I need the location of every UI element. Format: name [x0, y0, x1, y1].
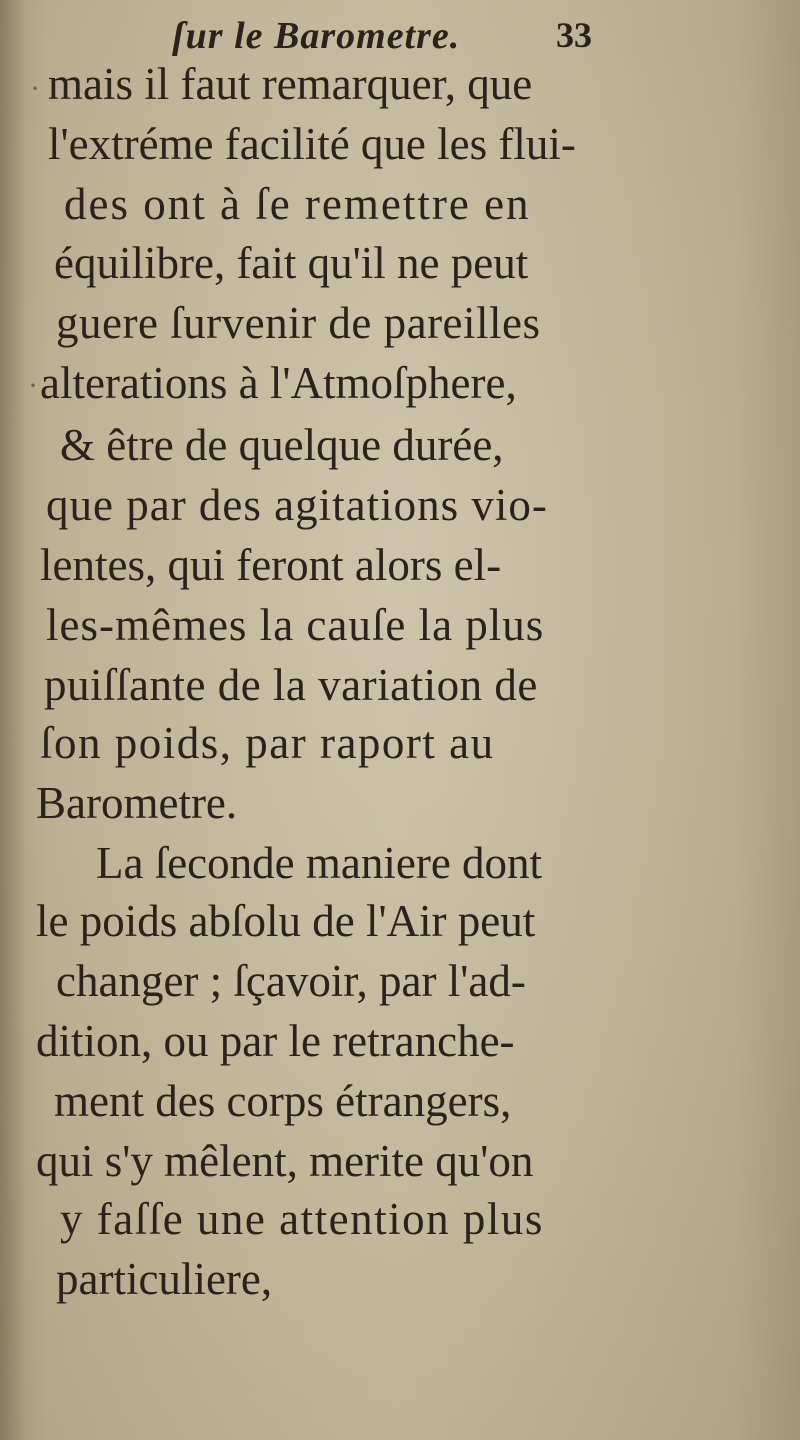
text-line: ſon poids, par raport au [40, 718, 495, 768]
text-line: des ont à ſe remettre en [64, 179, 531, 229]
text-line: guere ſurvenir de pareilles [56, 298, 541, 348]
text-line: particuliere, [56, 1254, 273, 1304]
text-line: La ſeconde maniere dont [96, 838, 543, 888]
text-line: dition, ou par le retranche- [36, 1016, 515, 1066]
text-line: mais il faut remarquer, que [48, 59, 533, 109]
text-line: changer ; ſçavoir, par l'ad- [56, 956, 526, 1006]
text-line: qui s'y mêlent, merite qu'on [36, 1136, 534, 1186]
text-line: le poids abſolu de l'Air peut [36, 896, 536, 946]
text-line: y faſſe une attention plus [60, 1194, 544, 1244]
margin-mark: · [30, 72, 40, 105]
text-line: Barometre. [36, 778, 238, 828]
running-head-title: ſur le Barometre. [172, 15, 461, 57]
text-line: & être de quelque durée, [60, 420, 504, 470]
page-number: 33 [556, 15, 592, 55]
text-line: alterations à l'Atmoſphere, [40, 358, 517, 408]
text-line: les-mêmes la cauſe la plus [46, 600, 545, 650]
margin-mark: · [28, 369, 38, 402]
text-line: équilibre, fait qu'il ne peut [54, 238, 529, 288]
text-line: puiſſante de la variation de [44, 660, 538, 710]
text-line: que par des agitations vio- [46, 480, 548, 530]
text-line: ment des corps étrangers, [54, 1076, 512, 1126]
text-line: lentes, qui feront alors el- [40, 540, 502, 590]
text-line: l'extréme facilité que les flui- [48, 119, 576, 169]
